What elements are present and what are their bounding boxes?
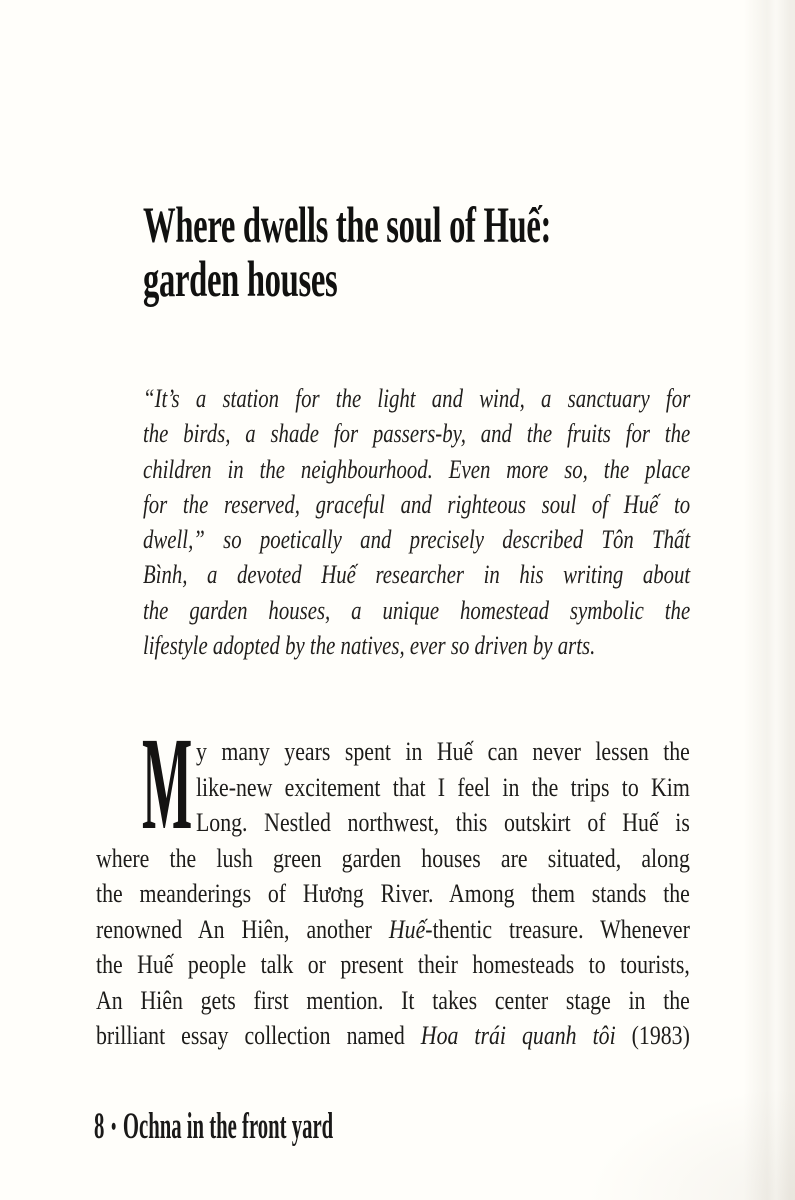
page-footer — [94, 1108, 333, 1145]
drop-cap-spacer — [96, 734, 196, 834]
italic-phrase: Hoa trái quanh tôi — [420, 1021, 616, 1050]
epigraph-line: dwell,” so poetically and precisely described Tôn Thất — [143, 525, 691, 555]
epigraph-line: children in the neighbourhood. Even more so, the place — [143, 454, 691, 484]
epigraph-line: the birds, a shade for passers-by, and the fruits for the — [143, 419, 691, 449]
italic-phrase: Huế — [388, 914, 426, 944]
epigraph-line: lifestyle adopted by the natives, ever so driven by arts. — [143, 631, 596, 661]
body-line: like-new excitement that I feel in the trips to Kim — [195, 772, 690, 802]
footer-separator-dot: • — [111, 1112, 117, 1141]
chapter-title — [143, 199, 642, 307]
body-line-text: brilliant essay collection named — [96, 1021, 421, 1050]
drop-cap: M — [142, 709, 193, 857]
page-number: 8 — [94, 1106, 105, 1147]
body-line-text: renowned An Hiên, another — [96, 914, 389, 944]
body-line-text: (1983) — [615, 1021, 690, 1050]
epigraph-line: the garden houses, a unique homestead symbolic the — [143, 595, 691, 625]
body-line: y many years spent in Huế can never lessen the — [195, 737, 690, 766]
body-line: Long. Nestled northwest, this outskirt of Huế is — [195, 808, 690, 837]
epigraph-line: “It’s a station for the light and wind, a sanctuary for — [143, 384, 691, 413]
body-line: An Hiên gets first mention. It takes center stage in the — [96, 985, 690, 1015]
chapter-title-line-2: garden houses — [143, 252, 338, 308]
body-line-text: -thentic treasure. Whenever — [425, 914, 690, 944]
body-paragraph — [96, 734, 690, 1054]
body-line: the Huế people talk or present their homesteads to tourists, — [96, 950, 690, 979]
book-title: Ochna in the front yard — [122, 1106, 334, 1147]
epigraph-line: Bình, a devoted Huế researcher in his writing about — [143, 560, 691, 590]
epigraph — [143, 381, 690, 663]
body-line — [96, 1018, 690, 1054]
body-line — [96, 912, 690, 948]
body-line: the meanderings of Hương River. Among them stands the — [96, 879, 690, 908]
chapter-title-line-1: Where dwells the soul of Huế: — [143, 198, 552, 254]
epigraph-line: for the reserved, graceful and righteous soul of Huế to — [143, 489, 691, 519]
body-line: where the lush green garden houses are situated, along — [96, 843, 690, 873]
